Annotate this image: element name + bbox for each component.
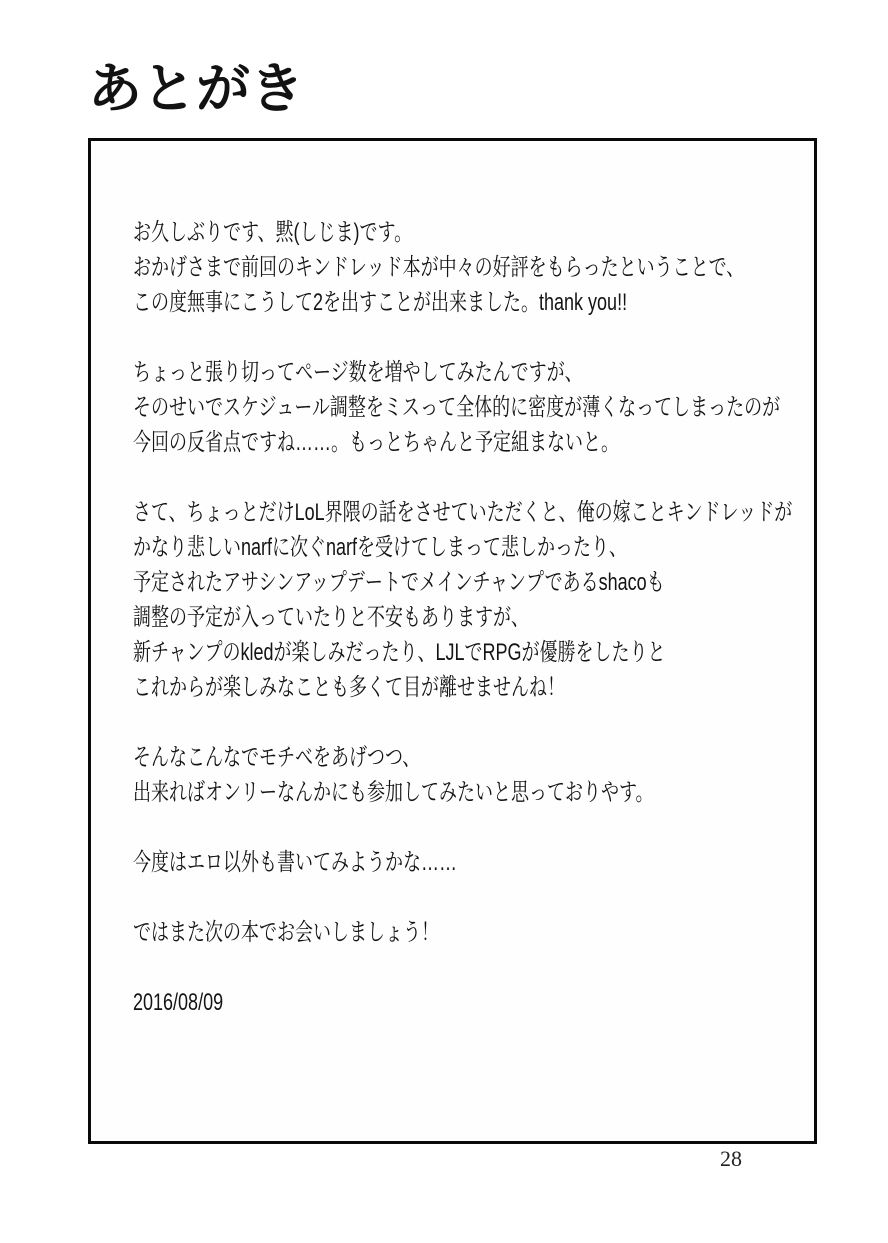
text-line: この度無事にこうして2を出すことが出来ました。thank you!!: [133, 289, 628, 316]
text-line: おかげさまで前回のキンドレッド本が中々の好評をもらったということで、: [133, 254, 745, 281]
afterword-paragraphs: [133, 215, 853, 950]
text-line: かなり悲しいnarfに次ぐnarfを受けてしまって悲しかったり、: [133, 534, 628, 561]
afterword-box: [88, 138, 817, 1144]
paragraph: [133, 845, 853, 880]
text-line: ちょっと張り切ってページ数を増やしてみたんですが、: [133, 359, 583, 386]
text-line: 今回の反省点ですね……。もっとちゃんと予定組まないと。: [133, 429, 619, 456]
text-line: そんなこんなでモチベをあげつつ、: [133, 744, 421, 771]
text-line: 予定されたアサシンアップデートでメインチャンプであるshacoも: [133, 569, 665, 596]
text-line: お久しぶりです、黙(しじま)です。: [133, 219, 413, 246]
afterword-text: [133, 215, 853, 1020]
text-line: 調整の予定が入っていたりと不安もありますが、: [133, 604, 529, 631]
page-number: 28: [720, 1146, 742, 1171]
paragraph: [133, 495, 853, 705]
paragraph: [133, 215, 853, 320]
paragraph: [133, 740, 853, 810]
text-line: さて、ちょっとだけLoL界隈の話をさせていただくと、俺の嫁ことキンドレッドが: [133, 499, 793, 526]
text-line: 今度はエロ以外も書いてみようかな……: [133, 849, 457, 876]
text-line: 出来ればオンリーなんかにも参加してみたいと思っておりやす。: [133, 779, 654, 806]
date-text: 2016/08/09: [133, 989, 224, 1016]
paragraph: [133, 915, 853, 950]
text-line: 新チャンプのkledが楽しみだったり、LJLでRPGが優勝をしたりと: [133, 639, 666, 666]
page-title: あとがき: [88, 59, 304, 119]
text-line: そのせいでスケジュール調整をミスって全体的に密度が薄くなってしまったのが: [133, 394, 781, 421]
text-line: ではまた次の本でお会いしましょう！: [133, 919, 439, 946]
text-line: これからが楽しみなことも多くて目が離せませんね！: [133, 674, 565, 701]
paragraph: [133, 355, 853, 460]
